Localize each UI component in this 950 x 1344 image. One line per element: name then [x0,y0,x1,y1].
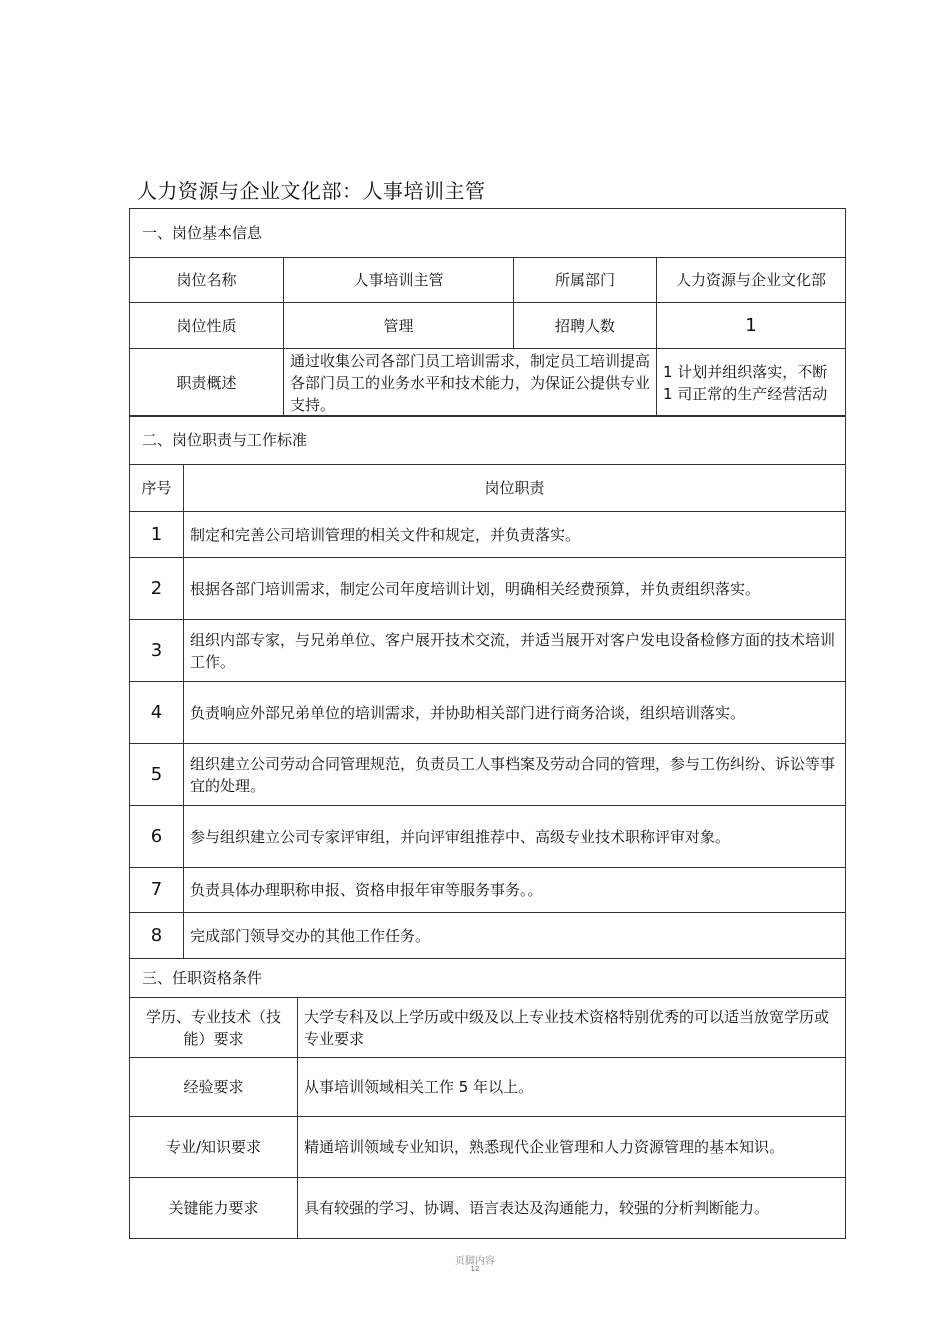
page-title: 人力资源与企业文化部：人事培训主管 [137,179,486,203]
qualification-text: 大学专科及以上学历或中级及以上专业技术资格特别优秀的可以适当放宽学历或专业要求 [298,998,846,1058]
duty-text: 负责具体办理职称申报、资格申报年审等服务事务。。 [184,868,846,913]
table-row [130,1178,846,1239]
position-name-value: 人事培训主管 [284,258,514,303]
table-row [130,512,846,558]
duty-text: 组织建立公司劳动合同管理规范，负责员工人事档案及劳动合同的管理，参与工伤纠纷、诉讼等事宜的处理。 [184,744,846,806]
duty-no: 8 [130,913,184,959]
duty-text: 参与组织建立公司专家评审组，并向评审组推荐中、高级专业技术职称评审对象。 [184,806,846,868]
duty-no: 4 [130,682,184,744]
qualifications-table [129,958,846,1239]
duties-table [129,415,846,959]
section-heading-basic: 一、岗位基本信息 [130,209,846,258]
table-row [130,744,846,806]
duty-text: 根据各部门培训需求，制定公司年度培训计划，明确相关经费预算，并负责组织落实。 [184,558,846,620]
qualification-label: 学历、专业技术（技能）要求 [130,998,298,1058]
overview-label: 职责概述 [130,349,284,417]
col-header-no: 序号 [130,465,184,512]
qualification-label: 关键能力要求 [130,1178,298,1239]
section-heading-duties: 二、岗位职责与工作标准 [130,416,846,465]
duty-no: 2 [130,558,184,620]
table-row [130,682,846,744]
overview-text: 通过收集公司各部门员工培训需求，制定员工培训提高各部门员工的业务水平和技术能力，为保证公提供专业支持。 [284,349,657,417]
qualification-label: 经验要求 [130,1058,298,1117]
duty-text: 制定和完善公司培训管理的相关文件和规定，并负责落实。 [184,512,846,558]
table-row [130,558,846,620]
overview-right-line-2: 1 司正常的生产经营活动 [663,384,828,403]
table-row [130,913,846,959]
duty-text: 完成部门领导交办的其他工作任务。 [184,913,846,959]
qualification-text: 精通培训领域专业知识，熟悉现代企业管理和人力资源管理的基本知识。 [298,1117,846,1178]
table-row [130,1058,846,1117]
duty-no: 5 [130,744,184,806]
table-row [130,998,846,1058]
duty-no: 6 [130,806,184,868]
section-heading-qualifications: 三、任职资格条件 [130,959,846,998]
position-nature-value: 管理 [284,303,514,349]
overview-right-line-1: 1 计划并组织落实，不断 [663,362,828,381]
footer-text: 页脚内容 [455,1256,495,1267]
duty-no: 1 [130,512,184,558]
headcount-value: 1 [657,303,846,349]
table-row [130,868,846,913]
table-row [130,1117,846,1178]
duty-no: 7 [130,868,184,913]
qualification-text: 从事培训领域相关工作 5 年以上。 [298,1058,846,1117]
duty-text: 负责响应外部兄弟单位的培训需求，并协助相关部门进行商务洽谈，组织培训落实。 [184,682,846,744]
headcount-label: 招聘人数 [514,303,657,349]
page-number: 12 [470,1265,480,1273]
qualification-text: 具有较强的学习、协调、语言表达及沟通能力，较强的分析判断能力。 [298,1178,846,1239]
table-row [130,806,846,868]
qualification-label: 专业/知识要求 [130,1117,298,1178]
duty-text: 组织内部专家，与兄弟单位、客户展开技术交流，并适当展开对客户发电设备检修方面的技术培训工作。 [184,620,846,682]
basic-info-table [129,208,846,417]
col-header-duty: 岗位职责 [184,465,846,512]
table-row [130,620,846,682]
position-nature-label: 岗位性质 [130,303,284,349]
position-name-label: 岗位名称 [130,258,284,303]
department-value: 人力资源与企业文化部 [657,258,846,303]
overview-right-text [657,349,846,417]
duty-no: 3 [130,620,184,682]
department-label: 所属部门 [514,258,657,303]
